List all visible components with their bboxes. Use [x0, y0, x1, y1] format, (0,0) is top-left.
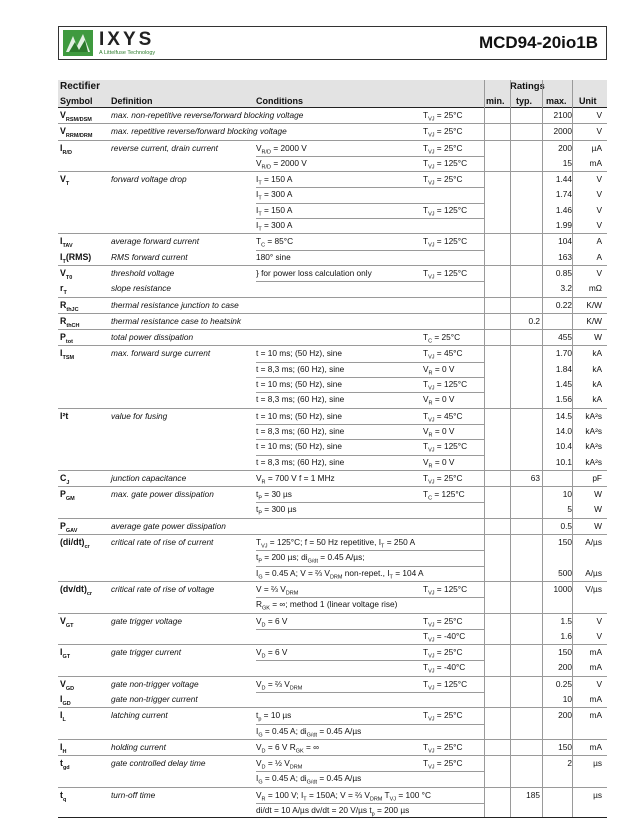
- cell-sym: $V_{GD}$: [60, 678, 75, 692]
- cell-def: gate controlled delay time: [111, 758, 206, 769]
- cell-cond2: $T_{VJ} = 25^\circ C$: [423, 174, 463, 187]
- cell-unit: V: [596, 615, 602, 626]
- col-unit: Unit: [579, 96, 597, 106]
- table-row: [58, 171, 607, 233]
- cell-unit: V: [596, 678, 602, 689]
- cell-cond: $t_P = 300$ µs: [256, 504, 297, 518]
- cell-max: 1.46: [555, 204, 572, 215]
- table-row: [58, 297, 607, 313]
- cell-max: 0.22: [555, 299, 572, 310]
- cell-def: latching current: [111, 710, 168, 721]
- cell-sym: $t_q$: [60, 789, 67, 803]
- table-row-line: [58, 708, 607, 723]
- cell-cond: t = 8,3 ms; (60 Hz), sine: [256, 456, 345, 467]
- table-row-line: [58, 788, 607, 803]
- cell-max: 1.84: [555, 363, 572, 374]
- cell-unit: A: [596, 251, 602, 262]
- cell-cond: $R_{GK}$ = ∞; method 1 (linear voltage rise): [256, 599, 398, 612]
- cell-cond: $I_T = 300$ A: [256, 189, 293, 203]
- brand-tagline: A Littelfuse Technology: [99, 50, 156, 56]
- cell-sym: $(dv/dt)_{cr}$: [60, 583, 93, 597]
- table-row-line: [58, 803, 607, 818]
- table-row: [58, 408, 607, 470]
- cell-unit: A: [596, 236, 602, 247]
- table-row-line: [58, 377, 607, 392]
- table-row-line: [58, 218, 607, 233]
- section-title: Rectifier: [60, 81, 101, 92]
- cell-unit: V: [596, 189, 602, 200]
- table-row-line: [58, 172, 607, 187]
- cell-sym: $I_{TSM}$: [60, 348, 75, 362]
- table-row: [58, 265, 607, 297]
- cell-def: critical rate of rise of voltage: [111, 583, 215, 594]
- cell-cond2: $T_{VJ} = 25^\circ C$: [423, 472, 463, 486]
- cell-cond: $V_D = 6$ V $R_{GK}$ = ∞: [256, 741, 320, 755]
- datasheet-header: [58, 26, 607, 60]
- cell-sym: $C_J$: [60, 472, 70, 486]
- cell-unit: V: [596, 110, 602, 120]
- cell-cond2: $T_{VJ} = 125^\circ C$: [423, 379, 468, 392]
- cell-def: thermal resistance junction to case: [111, 299, 239, 310]
- table-row: [58, 108, 607, 123]
- cell-typ: 0.2: [528, 315, 540, 326]
- cell-max: 500: [558, 567, 572, 578]
- table-row-line: [58, 487, 607, 502]
- table-row-line: [58, 740, 607, 755]
- table-row-line: [58, 409, 607, 424]
- cell-max: 1.5: [560, 615, 572, 626]
- cell-unit: kA: [592, 363, 602, 374]
- cell-unit: kA²s: [585, 425, 602, 436]
- cell-cond: $T_{VJ} = 125^\circ C$; f = 50 Hz repetitive, $I_T = 250$ A: [256, 537, 416, 550]
- cell-typ: 63: [530, 472, 540, 483]
- cell-sym: $V_{RRM/DRM}$: [60, 126, 93, 140]
- table-row: [58, 329, 607, 345]
- cell-sym: $t_{gd}$: [60, 758, 70, 771]
- cell-cond2: $T_{VJ} = 125^\circ C$: [423, 678, 468, 692]
- table-row-line: [58, 392, 607, 407]
- cell-unit: V: [596, 204, 602, 215]
- cell-max: 150: [558, 647, 572, 658]
- cell-cond: V = ⅔ $V_{DRM}$: [256, 583, 299, 597]
- cell-max: 200: [558, 142, 572, 153]
- cell-max: 2000: [553, 126, 572, 137]
- cell-unit: kA²s: [585, 441, 602, 452]
- cell-max: 200: [558, 662, 572, 673]
- cell-sym: $V_{GT}$: [60, 615, 74, 629]
- cell-cond: t = 10 ms; (50 Hz), sine: [256, 348, 342, 359]
- cell-cond2: $V_R = 0$ V: [423, 394, 455, 407]
- cell-def: forward voltage drop: [111, 174, 187, 185]
- cell-cond: $t_p = 10$ µs: [256, 710, 292, 723]
- cell-sym: $I_{TAV}$: [60, 236, 73, 250]
- table-row: [58, 313, 607, 329]
- cell-unit: V: [596, 267, 602, 278]
- part-number: MCD94-20io1B: [478, 33, 598, 52]
- cell-sym: $(di/dt)_{cr}$: [60, 537, 90, 550]
- cell-max: 14.5: [555, 410, 572, 421]
- cell-def: max. non-repetitive reverse/forward blocking voltage: [111, 110, 304, 120]
- ratings-label: Ratings: [510, 81, 545, 92]
- table-row-line: [58, 439, 607, 454]
- cell-max: 455: [558, 332, 572, 343]
- cell-def: junction capacitance: [111, 472, 187, 483]
- table-row-line: [58, 550, 607, 565]
- cell-cond: $V_R = 100$ V; $I_T = 150A$; V = ⅔ $V_{DRM}$ $T_{VJ} = 100$ °C: [256, 789, 431, 803]
- table-row: [58, 486, 607, 518]
- table-row: [58, 739, 607, 755]
- cell-unit: mA: [589, 647, 602, 658]
- cell-cond2: $T_{VJ} = 25^\circ C$: [423, 758, 463, 771]
- cell-cond2: $T_{VJ} = 25^\circ C$: [423, 615, 463, 629]
- cell-cond2: $T_{VJ} = 125^\circ C$: [423, 157, 468, 171]
- column-divider: [510, 80, 511, 817]
- ixys-logo-icon: [63, 30, 93, 56]
- cell-cond: t = 10 ms; (50 Hz), sine: [256, 410, 342, 421]
- cell-def: reverse current, drain current: [111, 142, 218, 153]
- table-row-line: [58, 614, 607, 629]
- cell-cond: $I_G = 0.45$ A; V = ⅔ $V_{DRM}$ non-repet., $I_T = 104$ A: [256, 567, 424, 581]
- cell-cond2: $T_{VJ} = 25^\circ C$: [423, 647, 463, 660]
- cell-sym: $R_{thJC}$: [60, 299, 79, 313]
- cell-max: 1.56: [555, 394, 572, 405]
- cell-sym: $I_{GD}$: [60, 693, 71, 707]
- cell-max: 1.45: [555, 379, 572, 390]
- cell-def: max. repetitive reverse/forward blocking voltage: [111, 126, 287, 137]
- table-row-line: [58, 645, 607, 660]
- cell-max: 2: [567, 758, 572, 769]
- cell-sym: $V_{RSM/DSM}$: [60, 110, 92, 123]
- table-row-line: [58, 156, 607, 171]
- cell-unit: A/µs: [585, 537, 602, 548]
- table-row-line: [58, 314, 607, 329]
- cell-cond: } for power loss calculation only: [256, 267, 372, 278]
- cell-max: 0.25: [555, 678, 572, 689]
- table-row-line: [58, 424, 607, 439]
- cell-max: 1.6: [560, 630, 572, 641]
- table-row-line: [58, 330, 607, 345]
- cell-cond2: $T_{VJ} = 125^\circ C$: [423, 267, 468, 281]
- cell-unit: kA: [592, 348, 602, 359]
- cell-max: 5: [567, 504, 572, 515]
- column-divider: [542, 80, 543, 817]
- cell-cond: 180° sine: [256, 251, 291, 262]
- cell-cond: $V_R = 700$ V f = 1 MHz: [256, 472, 335, 486]
- cell-unit: kA: [592, 394, 602, 405]
- cell-def: value for fusing: [111, 410, 168, 421]
- column-divider: [572, 80, 573, 817]
- table-row-line: [58, 724, 607, 739]
- table-row-line: [58, 346, 607, 361]
- cell-unit: mA: [589, 157, 602, 168]
- cell-cond2: $T_{VJ} = 125^\circ C$: [423, 236, 468, 250]
- table-row-line: [58, 660, 607, 675]
- col-max: max.: [546, 96, 567, 106]
- table-row: [58, 123, 607, 139]
- col-conditions: Conditions: [256, 96, 303, 106]
- cell-sym: $I_T(RMS)$: [60, 251, 92, 265]
- cell-max: 163: [558, 251, 572, 262]
- cell-max: 0.5: [560, 520, 572, 531]
- table-row-line: [58, 771, 607, 786]
- ratings-table: [58, 80, 607, 817]
- cell-def: gate non-trigger current: [111, 693, 198, 704]
- table-row: [58, 613, 607, 645]
- cell-cond2: $T_{VJ} = 125^\circ C$: [423, 583, 468, 597]
- cell-cond: $V_D$ = ⅔ $V_{DRM}$: [256, 678, 303, 692]
- cell-unit: W: [594, 489, 602, 500]
- cell-cond2: $T_{VJ} = 45^\circ C$: [423, 348, 463, 362]
- table-row-line: [58, 582, 607, 597]
- cell-cond2: $T_C = 125^\circ C$: [423, 489, 465, 502]
- cell-unit: W: [594, 520, 602, 531]
- cell-cond: $I_T = 150$ A: [256, 204, 293, 218]
- cell-unit: µs: [593, 758, 602, 769]
- cell-unit: mA: [589, 693, 602, 704]
- table-row: [58, 233, 607, 265]
- column-divider: [484, 80, 485, 817]
- table-row-line: [58, 692, 607, 707]
- table-row: [58, 755, 607, 787]
- cell-max: 1.99: [555, 220, 572, 231]
- cell-cond: $V_{R/D} = 2000$ V: [256, 157, 307, 171]
- cell-unit: mΩ: [588, 283, 602, 294]
- cell-sym: $P_{tot}$: [60, 332, 73, 345]
- cell-max: 1.44: [555, 174, 572, 185]
- cell-unit: kA²s: [585, 456, 602, 467]
- column-header-row: [58, 94, 607, 108]
- cell-unit: mA: [589, 662, 602, 673]
- cell-def: average forward current: [111, 236, 200, 247]
- cell-cond: t = 8,3 ms; (60 Hz), sine: [256, 394, 345, 405]
- cell-sym: $R_{thCH}$: [60, 315, 80, 329]
- col-symbol: Symbol: [60, 96, 93, 106]
- cell-cond: t = 8,3 ms; (60 Hz), sine: [256, 363, 345, 374]
- table-row-line: [58, 566, 607, 581]
- table-row: [58, 345, 607, 407]
- cell-sym: $I_L$: [60, 710, 66, 724]
- cell-max: 3.2: [560, 283, 572, 294]
- cell-unit: V: [596, 126, 602, 137]
- cell-cond2: $T_{VJ} = -40^\circ C$: [423, 630, 466, 644]
- cell-def: RMS forward current: [111, 251, 188, 262]
- cell-max: 200: [558, 710, 572, 721]
- cell-max: 1000: [553, 583, 572, 594]
- cell-cond2: $V_R = 0$ V: [423, 363, 455, 377]
- cell-sym: $V_{T0}$: [60, 267, 73, 281]
- table-row-line: [58, 281, 607, 296]
- cell-def: max. forward surge current: [111, 348, 211, 359]
- cell-cond2: $T_{VJ} = 25^\circ C$: [423, 126, 463, 139]
- table-row-line: [58, 141, 607, 156]
- cell-unit: mA: [589, 741, 602, 752]
- cell-def: max. gate power dissipation: [111, 489, 214, 500]
- cell-def: gate trigger current: [111, 647, 182, 658]
- cell-max: 0.85: [555, 267, 572, 278]
- cell-cond: t = 8,3 ms; (60 Hz), sine: [256, 425, 345, 436]
- cell-def: slope resistance: [111, 283, 171, 294]
- table-row: [58, 707, 607, 739]
- cell-cond2: $T_{VJ} = 45^\circ C$: [423, 410, 463, 424]
- cell-unit: W: [594, 332, 602, 343]
- cell-sym: $P_{GAV}$: [60, 520, 78, 534]
- cell-cond2: $T_{VJ} = 125^\circ C$: [423, 441, 468, 454]
- cell-unit: V: [596, 630, 602, 641]
- cell-cond: $t_P = 200$ µs; $di_{G/dt} = 0.45$ A/µs;: [256, 552, 365, 565]
- cell-cond: t = 10 ms; (50 Hz), sine: [256, 379, 342, 390]
- cell-cond: di/dt = 10 A/µs dv/dt = 20 V/µs $t_p = 200$ µs: [256, 805, 410, 818]
- table-row-line: [58, 234, 607, 249]
- cell-cond: $I_T = 300$ A: [256, 220, 293, 233]
- table-row-line: [58, 502, 607, 517]
- table-row: [58, 140, 607, 172]
- cell-cond2: $T_{VJ} = 25^\circ C$: [423, 710, 463, 723]
- table-row: [58, 470, 607, 486]
- cell-def: threshold voltage: [111, 267, 175, 278]
- cell-unit: V: [596, 220, 602, 231]
- cell-max: 104: [558, 236, 572, 247]
- cell-unit: W: [594, 504, 602, 515]
- table-row-line: [58, 519, 607, 534]
- cell-def: total power dissipation: [111, 332, 194, 343]
- cell-cond2: $T_{VJ} = 25^\circ C$: [423, 741, 463, 755]
- cell-max: 10.4: [555, 441, 572, 452]
- table-row: [58, 534, 607, 581]
- cell-unit: µs: [593, 789, 602, 800]
- cell-def: gate non-trigger voltage: [111, 678, 199, 689]
- cell-cond: $V_D$ = ½ $V_{DRM}$: [256, 758, 303, 771]
- table-row: [58, 581, 607, 613]
- cell-sym: $r_T$: [60, 283, 67, 297]
- cell-unit: K/W: [586, 299, 602, 310]
- cell-max: 2100: [553, 110, 572, 120]
- cell-max: 10.1: [555, 456, 572, 467]
- table-row-line: [58, 756, 607, 771]
- table-row-line: [58, 455, 607, 470]
- brand-name: IXYS: [99, 29, 155, 50]
- table-row: [58, 644, 607, 676]
- table-row-line: [58, 187, 607, 202]
- table-row: [58, 787, 607, 818]
- table-row-line: [58, 362, 607, 377]
- table-row-line: [58, 266, 607, 281]
- cell-unit: mA: [589, 710, 602, 721]
- table-row-line: [58, 629, 607, 644]
- cell-sym: $I_H$: [60, 741, 67, 755]
- cell-cond2: $T_{VJ} = 125^\circ C$: [423, 204, 468, 218]
- cell-sym: $I_{GT}$: [60, 647, 71, 660]
- cell-max: 10: [562, 693, 572, 704]
- table-row-line: [58, 597, 607, 612]
- cell-def: critical rate of rise of current: [111, 537, 214, 548]
- cell-cond: t = 10 ms; (50 Hz), sine: [256, 441, 342, 452]
- cell-cond2: $T_{VJ} = -40^\circ C$: [423, 662, 466, 676]
- cell-sym: $P_{GM}$: [60, 489, 75, 502]
- cell-max: 150: [558, 741, 572, 752]
- cell-sym: $I_{R/D}$: [60, 142, 72, 156]
- cell-def: thermal resistance case to heatsink: [111, 315, 242, 326]
- cell-cond: $T_C = 85^\circ C$: [256, 236, 294, 250]
- cell-cond: $t_P = 30$ µs: [256, 489, 292, 502]
- table-row-line: [58, 471, 607, 486]
- cell-unit: pF: [592, 472, 602, 483]
- cell-unit: µA: [591, 142, 602, 153]
- cell-cond: $I_G = 0.45$ A; $di_{G/dt} = 0.45$ A/µs: [256, 725, 362, 739]
- cell-cond2: $V_R = 0$ V: [423, 425, 455, 439]
- table-body: [58, 108, 607, 818]
- cell-unit: A/µs: [585, 567, 602, 578]
- table-row: [58, 518, 607, 534]
- table-row: [58, 676, 607, 708]
- table-row-line: [58, 124, 607, 139]
- cell-cond: $I_G = 0.45$ A; $di_{G/dt} = 0.45$ A/µs: [256, 773, 362, 787]
- cell-max: 1.70: [555, 348, 572, 359]
- cell-def: gate trigger voltage: [111, 615, 183, 626]
- col-definition: Definition: [111, 96, 153, 106]
- table-row-line: [58, 108, 607, 123]
- cell-sym: I²t: [60, 410, 69, 421]
- col-typ: typ.: [516, 96, 533, 106]
- cell-cond: $V_D = 6$ V: [256, 647, 288, 660]
- cell-cond2: $T_{VJ} = 25^\circ C$: [423, 142, 463, 156]
- col-min: min.: [486, 96, 505, 106]
- cell-cond2: $V_R = 0$ V: [423, 456, 455, 470]
- section-title-bar: [58, 80, 607, 94]
- cell-unit: kA²s: [585, 410, 602, 421]
- table-row-line: [58, 298, 607, 313]
- cell-unit: V: [596, 174, 602, 185]
- cell-sym: $V_T$: [60, 174, 70, 187]
- cell-max: 1.74: [555, 189, 572, 200]
- table-row-line: [58, 535, 607, 550]
- cell-max: 14.0: [555, 425, 572, 436]
- table-row-line: [58, 203, 607, 218]
- cell-cond: $I_T = 150$ A: [256, 174, 293, 187]
- cell-def: turn-off time: [111, 789, 156, 800]
- cell-cond2: $T_{VJ} = 25^\circ C$: [423, 110, 463, 123]
- table-row-line: [58, 250, 607, 265]
- cell-cond: $V_{R/D} = 2000$ V: [256, 142, 307, 156]
- cell-unit: K/W: [586, 315, 602, 326]
- cell-max: 10: [562, 489, 572, 500]
- cell-max: 15: [562, 157, 572, 168]
- cell-def: holding current: [111, 741, 166, 752]
- cell-max: 150: [558, 537, 572, 548]
- cell-cond: $V_D = 6$ V: [256, 615, 288, 629]
- cell-def: average gate power dissipation: [111, 520, 226, 531]
- cell-unit: V/µs: [585, 583, 602, 594]
- cell-typ: 185: [526, 789, 540, 800]
- table-row-line: [58, 677, 607, 692]
- cell-cond2: $T_C = 25^\circ C$: [423, 332, 461, 345]
- cell-unit: kA: [592, 379, 602, 390]
